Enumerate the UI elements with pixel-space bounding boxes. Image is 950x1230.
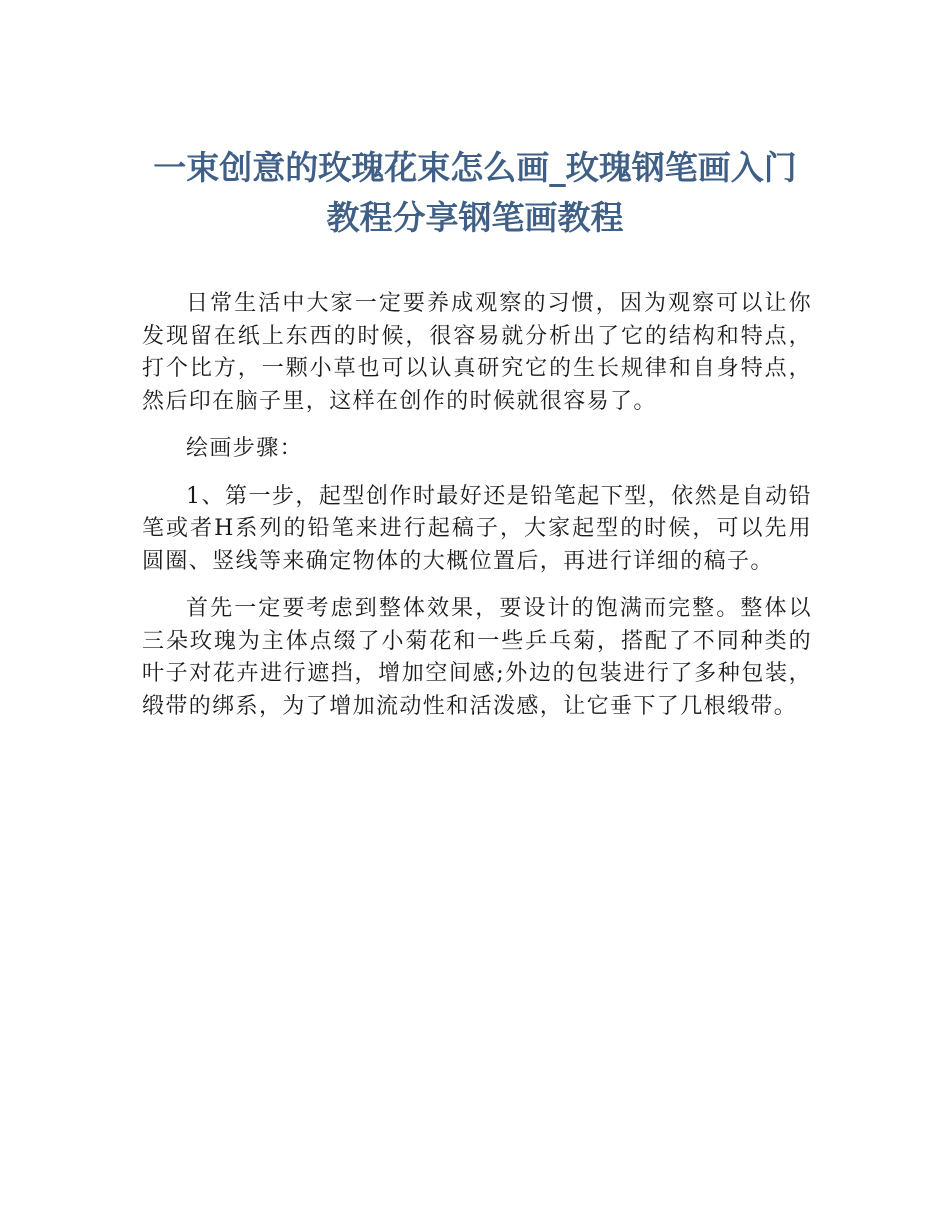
paragraph-composition: 首先一定要考虑到整体效果，要设计的饱满而完整。整体以三朵玫瑰为主体点缀了小菊花和一些乒乓菊，搭配了不同种类的叶子对花卉进行遮挡，增加空间感;外边的包装进行了多种包装，缎带的绑系，为了增加流动性和活泼感，让它垂下了几根缎带。 bbox=[142, 596, 812, 719]
document-title-line-2: 教程分享钢笔画教程 bbox=[326, 198, 624, 237]
document-title bbox=[100, 143, 850, 243]
document-title-line-1: 一束创意的玫瑰花束怎么画_玫瑰钢笔画入门 bbox=[153, 148, 797, 187]
document-body bbox=[142, 288, 812, 738]
paragraph-steps-heading: 绘画步骤： bbox=[186, 436, 304, 461]
paragraph-intro: 日常生活中大家一定要养成观察的习惯，因为观察可以让你发现留在纸上东西的时候，很容易就分析出了它的结构和特点，打个比方，一颗小草也可以认真研究它的生长规律和自身特点，然后印在脑子里，这样在创作的时候就很容易了。 bbox=[142, 291, 812, 414]
paragraph-step-1: 1、第一步，起型创作时最好还是铅笔起下型，依然是自动铅笔或者H系列的铅笔来进行起稿子，大家起型的时候，可以先用圆圈、竖线等来确定物体的大概位置后，再进行详细的稿子。 bbox=[142, 483, 812, 574]
